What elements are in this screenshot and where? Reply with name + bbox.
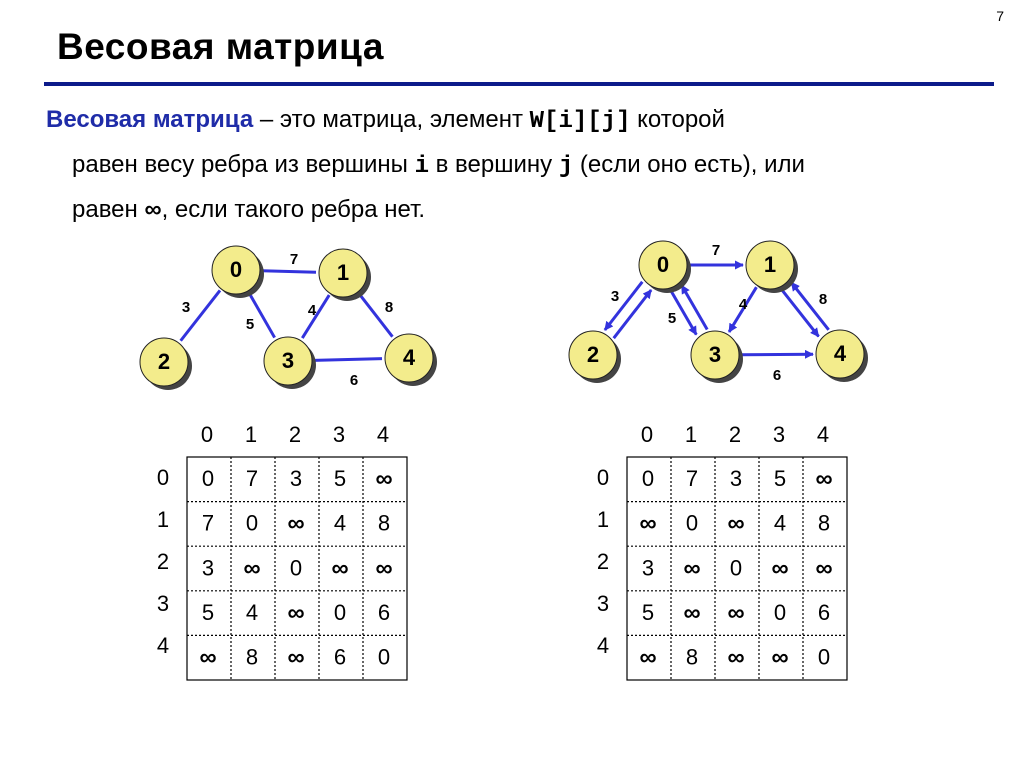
matrix-cell: ∞ bbox=[331, 554, 349, 582]
edge-weight-3-4: 6 bbox=[349, 371, 359, 389]
matrix-cell: 5 bbox=[773, 466, 787, 492]
matrix-row-header: 3 bbox=[156, 591, 170, 616]
edge-2-0 bbox=[614, 290, 651, 338]
matrix-row-header: 4 bbox=[596, 633, 610, 658]
matrix-row-header: 0 bbox=[596, 465, 610, 490]
matrix-cell: ∞ bbox=[683, 554, 701, 582]
matrix-cell: ∞ bbox=[815, 465, 833, 493]
matrix-cell: 3 bbox=[641, 555, 655, 581]
vertex-1 bbox=[319, 249, 371, 301]
matrix-row-header: 0 bbox=[156, 465, 170, 490]
definition-text-2c: (если оно есть), или bbox=[573, 151, 805, 178]
vertex-3 bbox=[691, 331, 743, 383]
edge-weight-1-3: 4 bbox=[307, 301, 317, 319]
vertex-2 bbox=[140, 338, 192, 390]
matrix-cell: 8 bbox=[817, 510, 831, 536]
edge-weight-1-4: 8 bbox=[818, 290, 828, 308]
matrix-cell: 0 bbox=[245, 510, 259, 536]
vertex-label: 4 bbox=[833, 340, 847, 366]
matrix-cell: ∞ bbox=[727, 644, 745, 672]
matrix-cell: ∞ bbox=[639, 510, 657, 538]
vertex-2 bbox=[569, 331, 621, 383]
definition-text-3b: , если такого ребра нет. bbox=[161, 196, 426, 223]
nodes bbox=[569, 241, 868, 383]
definition-term: Весовая матрица bbox=[46, 106, 254, 133]
vertex-4 bbox=[816, 330, 868, 382]
matrix-cell: ∞ bbox=[375, 465, 393, 493]
matrix-col-header: 4 bbox=[376, 422, 390, 447]
vertex-label: 2 bbox=[586, 341, 600, 367]
vertex-label: 1 bbox=[336, 259, 350, 285]
undirected-weight-matrix bbox=[157, 422, 407, 680]
edge-weight-0-1: 7 bbox=[289, 250, 299, 268]
matrix-row-header: 1 bbox=[156, 507, 170, 532]
matrix-cell: ∞ bbox=[639, 644, 657, 672]
matrix-row-header: 2 bbox=[156, 549, 170, 574]
matrix-col-header: 4 bbox=[816, 422, 830, 447]
matrix-col-header: 3 bbox=[772, 422, 786, 447]
matrix-cell: ∞ bbox=[287, 510, 305, 538]
matrix-cell: ∞ bbox=[375, 554, 393, 582]
matrix-cell: 8 bbox=[245, 644, 259, 670]
vertex-label: 0 bbox=[656, 251, 670, 277]
matrix-cell: 7 bbox=[245, 466, 259, 492]
definition-text-1b: которой bbox=[630, 106, 725, 133]
vertex-label: 0 bbox=[229, 256, 243, 282]
matrix-row-header: 2 bbox=[596, 549, 610, 574]
vertex-label: 3 bbox=[708, 341, 722, 367]
matrix-col-header: 0 bbox=[640, 422, 654, 447]
matrix-cell: 0 bbox=[729, 555, 743, 581]
matrix-col-header: 3 bbox=[332, 422, 346, 447]
matrix-cell: 7 bbox=[685, 466, 699, 492]
code-j: j bbox=[558, 153, 574, 180]
vertex-0 bbox=[639, 241, 691, 293]
matrix-cell: 6 bbox=[333, 644, 347, 670]
edge-weight-0-2: 3 bbox=[181, 298, 191, 316]
matrix-cell: 0 bbox=[773, 599, 787, 625]
vertex-4 bbox=[385, 334, 437, 386]
matrix-col-header: 2 bbox=[728, 422, 742, 447]
matrix-cell: ∞ bbox=[287, 644, 305, 672]
vertex-1 bbox=[746, 241, 798, 293]
matrix-col-header: 1 bbox=[244, 422, 258, 447]
matrix-cell: 8 bbox=[685, 644, 699, 670]
edge-weight-1-3: 4 bbox=[738, 295, 748, 313]
page-title: Весовая матрица bbox=[57, 26, 384, 67]
definition-text-2b: в вершину bbox=[428, 151, 559, 178]
matrix-cell: ∞ bbox=[243, 554, 261, 582]
undirected-graph bbox=[140, 246, 437, 390]
vertex-label: 1 bbox=[763, 251, 777, 277]
matrix-row-header: 3 bbox=[596, 591, 610, 616]
vertex-0 bbox=[212, 246, 264, 298]
matrix-cell: 5 bbox=[641, 599, 655, 625]
definition-text-2a: равен весу ребра из вершины bbox=[72, 151, 415, 178]
matrix-cell: 0 bbox=[201, 466, 215, 492]
matrix-cell: ∞ bbox=[771, 554, 789, 582]
matrix-cell: 0 bbox=[289, 555, 303, 581]
matrix-cell: 5 bbox=[201, 599, 215, 625]
matrix-cell: 4 bbox=[333, 510, 347, 536]
edge-weight-0-3: 5 bbox=[667, 309, 677, 327]
matrix-row-header: 1 bbox=[596, 507, 610, 532]
matrix-cell: 4 bbox=[773, 510, 787, 536]
nodes bbox=[140, 246, 437, 390]
definition-text-3a: равен bbox=[72, 196, 145, 223]
matrix-row-header: 4 bbox=[156, 633, 170, 658]
edge-weight-1-4: 8 bbox=[384, 298, 394, 316]
edge-1-4 bbox=[781, 289, 818, 336]
matrix-cell: ∞ bbox=[199, 644, 217, 672]
matrix-cell: 0 bbox=[685, 510, 699, 536]
matrix-cell: 3 bbox=[201, 555, 215, 581]
edge-3-0 bbox=[682, 285, 707, 329]
matrix-cell: 4 bbox=[245, 599, 259, 625]
matrix-cell: ∞ bbox=[287, 599, 305, 627]
edge-0-1 bbox=[262, 271, 316, 273]
vertex-3 bbox=[264, 337, 316, 389]
code-i: i bbox=[414, 153, 429, 180]
edge-weight-3-4: 6 bbox=[772, 366, 782, 384]
matrix-cell: ∞ bbox=[727, 510, 745, 538]
vertex-label: 3 bbox=[281, 347, 295, 373]
edge-weight-0-3: 5 bbox=[245, 315, 255, 333]
matrix-cell: ∞ bbox=[683, 599, 701, 627]
code-w: W[i][j] bbox=[529, 108, 631, 135]
edge-3-4 bbox=[314, 359, 382, 361]
matrix-cell: ∞ bbox=[815, 554, 833, 582]
matrix-cell: 0 bbox=[333, 599, 347, 625]
matrix-cell: 0 bbox=[817, 644, 831, 670]
directed-graph bbox=[569, 241, 868, 384]
definition-text-1a: – это матрица, элемент bbox=[253, 106, 530, 133]
matrix-cell: ∞ bbox=[771, 644, 789, 672]
matrix-cell: 3 bbox=[729, 466, 743, 492]
page-number: 7 bbox=[996, 8, 1004, 24]
edge-3-4 bbox=[741, 354, 813, 355]
matrix-cell: 5 bbox=[333, 466, 347, 492]
edge-weight-0-2: 3 bbox=[610, 287, 620, 305]
matrix-col-header: 0 bbox=[200, 422, 214, 447]
matrix-cell: ∞ bbox=[727, 599, 745, 627]
vertex-label: 2 bbox=[157, 348, 171, 374]
directed-weight-matrix bbox=[597, 422, 847, 680]
matrix-cell: 6 bbox=[377, 599, 391, 625]
matrix-col-header: 2 bbox=[288, 422, 302, 447]
infinity-symbol: ∞ bbox=[144, 196, 162, 223]
matrix-col-header: 1 bbox=[684, 422, 698, 447]
matrix-cell: 7 bbox=[201, 510, 215, 536]
matrix-cell: 8 bbox=[377, 510, 391, 536]
matrix-cell: 0 bbox=[377, 644, 391, 670]
matrix-cell: 0 bbox=[641, 466, 655, 492]
vertex-label: 4 bbox=[402, 344, 416, 370]
matrix-cell: 3 bbox=[289, 466, 303, 492]
edge-weight-0-1: 7 bbox=[711, 241, 721, 259]
matrix-cell: 6 bbox=[817, 599, 831, 625]
